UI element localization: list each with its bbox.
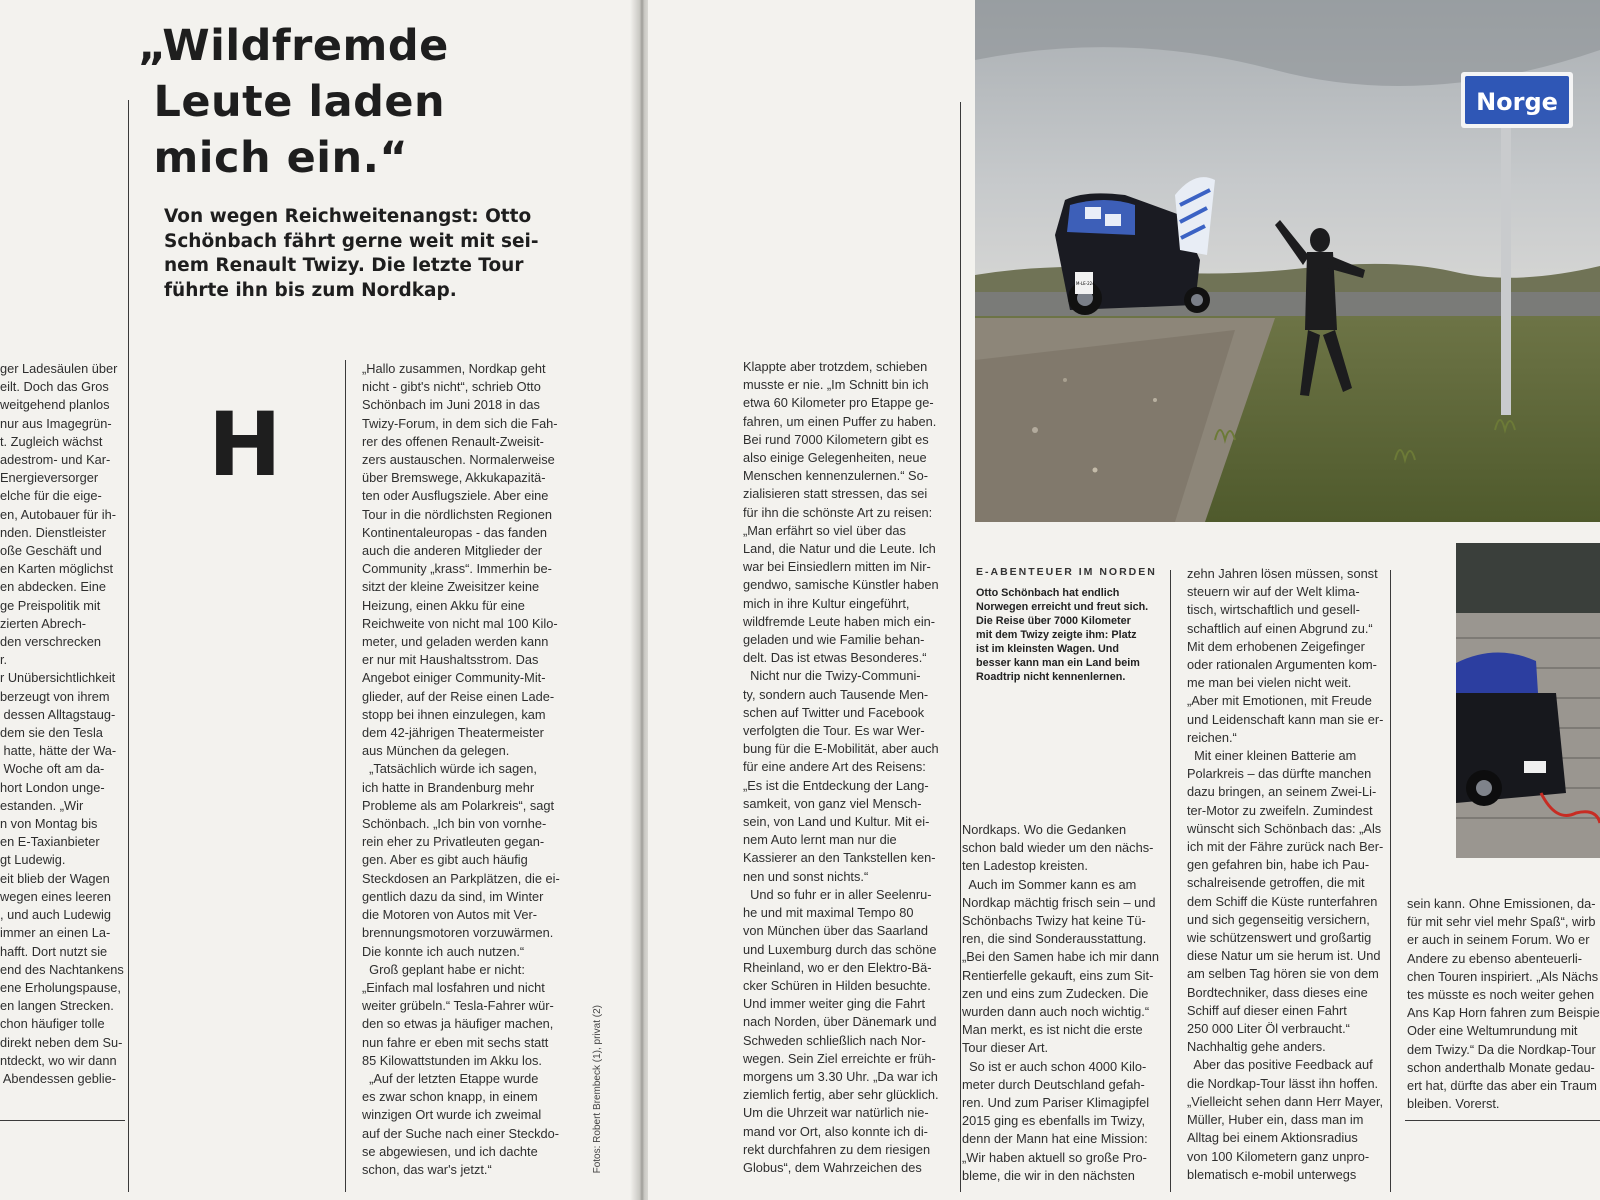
twizy-charging-photo <box>1456 543 1600 858</box>
article-column-1: „Hallo zusammen, Nordkap geht nicht - gibt's nicht“, schrieb Otto Schönbach im Juni 2018 in das Twizy-Forum, in dem sich die Fah- rer des offenen Renault-Zweisit- zers austauschen. Normalerweise über Bremswege, Akkukapazitä- ten oder Ausflugsziele. Aber eine Tour in die nördlichsten Regionen Kontinentaleuropas - das fanden auch die anderen Mitglieder der Community „krass“. Immerhin be- sitzt der kleine Zweisitzer keine Heizung, einen Akku für eine Reichweite von nicht mal 100 Kilo- meter, und geladen werden kann er nur mit Haushaltsstrom. Das Angebot einiger Community-Mit- glieder, auf der Reise einen Lade- stopp bei ihnen einzulegen, kam dem 42-jährigen Theatermeister aus München da gelegen. „Tatsächlich würde ich sagen, ich hatte in Brandenburg mehr Probleme als am Polarkreis“, sagt Schönbach. „Ich bin von vornhe- rein eher zu Privatleuten gegan- gen. Aber es gibt auch häufig Steckdosen an Parkplätzen, die ei- gentlich dazu da sind, im Winter die Motoren von Autos mit Ver- brennungsmotoren vorzuwärmen. Die konnte ich auch nutzen.“ Groß geplant habe er nicht: „Einfach mal losfahren und nicht weiter grübeln.“ Tesla-Fahrer wür- den so etwas ja häufiger machen, nun fahre er eben mit sechs statt 85 Kilowattstunden im Akku los. „Auf der letzten Etappe wurde es zwar schon knapp, in einem winzigen Ort wurde ich zweimal auf der Suche nach einer Steckdo- se abgewiesen, und ich dachte schon, das war's jetzt.“ <box>362 361 560 1177</box>
column-rule <box>128 100 129 1192</box>
caption-heading: E-ABENTEUER IM NORDEN <box>976 566 1157 578</box>
article-headline: „Wildfremde Leute laden mich ein.“ <box>138 21 449 183</box>
column-rule <box>345 360 346 1192</box>
caption-text: Otto Schönbach hat endlich Norwegen erreicht und freut sich. Die Reise über 7000 Kilometer mit dem Twizy zeigte ihm: Platz ist im kleinsten Wagen. Und besser kann man ein Land beim Roadtrip nicht kennenlernen. <box>976 587 1149 683</box>
article-column-4: zehn Jahren lösen müssen, sonst steuern wir auf der Welt klima- tisch, wirtschaftlich und gesell- schaftlich auf einen Abgrund zu.“ Mit dem erhobenen Zeigefinger oder rationalen Argumenten kom- me man bei vielen nicht weit. „Aber mit Emotionen, mit Freude und Leidenschaft kann man sie er- reichen.“ Mit einer kleinen Batterie am Polarkreis – das dürfte manchen dazu bringen, an seinem Zwei-Li- ter-Motor zu zweifeln. Zumindest wünscht sich Schönbach das: „Als ich mit der Fähre zurück nach Ber- gen gefahren bin, habe ich Pau- schalreisende getroffen, die mit dem Schiff die Küste runterfahren und sich gegenseitig versichern, wie schützenswert und großartig diese Natur um sie herum ist. Und am selben Tag hören sie von dem Bordtechniker, dass dieses eine Schiff auf dieser einen Fahrt 250 000 Liter Öl verbraucht.“ Nachhaltig gehe anders. Aber das positive Feedback auf die Nordkap-Tour lässt ihn hoffen. „Vielleicht sehen dann Herr Mayer, Müller, Huber ein, dass man im Alltag bei einem Aktionsradius von 100 Kilometern ganz unpro- blematisch e-mobil unterwegs <box>1187 566 1384 1182</box>
column-rule <box>1390 570 1391 1192</box>
left-partial-column: ger Ladesäulen über eilt. Doch das Gros weitgehend planlos nur aus Imagegrün- t. Zugleich wächst adestrom- und Kar- Energieversorger elche für die eige- en, Autobauer für ih- nden. Dienstleister oße Geschäft und en Karten möglichst en abdecken. Eine ge Preispolitik mit zierten Abrech- den verschrecken r. r Unübersichtlichkeit berzeugt von ihrem dessen Alltagstaug- dem sie den Tesla hatte, hätte der Wa- Woche oft am da- hort London unge- estanden. „Wir n von Montag bis en E-Taxianbieter gt Ludewig. eit blieb der Wagen wegen eines leeren , und auch Ludewig immer an einen La- hafft. Dort nutzt sie end des Nachtankens ene Erholungspause, en langen Strecken. chon häufiger tolle direkt neben dem Su- ntdeckt, wo wir dann Abendessen geblie- <box>0 361 124 1086</box>
column-end-rule <box>1405 1120 1600 1121</box>
norway-border-photo <box>975 0 1600 522</box>
drop-cap: H <box>208 393 282 496</box>
photo-credit: Fotos: Robert Brembeck (1), privat (2) <box>592 1005 603 1174</box>
left-magazine-page <box>0 0 636 1200</box>
column-end-rule <box>0 1120 125 1121</box>
column-rule <box>960 102 961 1192</box>
article-deck: Von wegen Reichweitenangst: Otto Schönbach fährt gerne weit mit sei- nem Renault Twizy. Die letzte Tour führte ihn bis zum Nordkap. <box>164 206 539 301</box>
column-rule <box>1170 570 1171 1192</box>
article-column-5: sein kann. Ohne Emissionen, da- für mit sehr viel mehr Spaß“, wirb er auch in seinem Forum. Wo er Andere zu ebenso abenteuerli- chen Touren inspiriert. „Als Nächs tes müsste es noch weiter gehen Ans Kap Horn fahren zum Beispie Oder eine Weltumrundung mit dem Twizy.“ Da die Nordkap-Tour schon anderthalb Monate gedau- ert hat, dürfte das aber ein Traum bleiben. Vorerst. <box>1407 896 1600 1112</box>
license-plate-text: M-LE-224 <box>1076 281 1095 286</box>
norge-sign-text: Norge <box>1476 88 1558 116</box>
article-column-3: Nordkaps. Wo die Gedanken schon bald wieder um den nächs- ten Ladestop kreisten. Auch im Sommer kann es am Nordkap mächtig frisch sein – und Schönbachs Twizy hat keine Tü- ren, die sind Sonderausstattung. „Bei den Samen habe ich mir dann Rentierfelle gekauft, eins zum Sit- zen und eins zum Zudecken. Die wurden dann auch noch wichtig.“ Man merkt, es ist nicht die erste Tour dieser Art. So ist er auch schon 4000 Kilo- meter durch Deutschland gefah- ren. Und zum Pariser Klimagipfel 2015 ging es ebenfalls im Twizy, denn der Mann hat eine Mission: „Wir haben aktuell so große Pro- bleme, die wir in den nächsten <box>962 822 1160 1183</box>
article-column-2: Klappte aber trotzdem, schieben musste er nie. „Im Schnitt bin ich etwa 60 Kilometer pro Etappe ge- fahren, um einen Puffer zu haben. Bei rund 7000 Kilometern gibt es also einige Gelegenheiten, neue Menschen kennenzulernen.“ So- zialisieren statt stressen, das sei für ihn die schönste Art zu reisen: „Man erfährt so viel über das Land, die Natur und die Leute. Ich war bei Einsiedlern mitten im Nir- gendwo, samische Künstler haben mich in ihre Kultur eingeführt, wildfremde Leute haben mich ein- geladen und wie Familie behan- delt. Das ist etwas Besonderes.“ Nicht nur die Twizy-Communi- ty, sondern auch Tausende Men- schen auf Twitter und Facebook verfolgten die Tour. Es war Wer- bung für die E-Mobilität, aber auch für eine andere Art des Reisens: „Es ist die Entdeckung der Lang- samkeit, von ganz viel Mensch- sein, von Land und Kultur. Mit ei- nem Auto lernt man nur die Kassierer an den Tankstellen ken- nen und sonst nichts.“ Und so fuhr er in aller Seelenru- he und mit maximal Tempo 80 von München über das Saarland und Luxemburg durch das schöne Rheinland, wo er den Elektro-Bä- cker Schüren in Hilden besuchte. Und immer weiter ging die Fahrt nach Norden, über Dänemark und Schweden schließlich nach Nor- wegen. Sein Ziel erreichte er früh- morgens um 3.30 Uhr. „Da war ich ziemlich fertig, aber sehr glücklich. Um die Uhrzeit war natürlich nie- mand vor Ort, also konnte ich di- rekt durchfahren zu dem riesigen Globus“, dem Wahrzeichen des <box>743 359 939 1175</box>
